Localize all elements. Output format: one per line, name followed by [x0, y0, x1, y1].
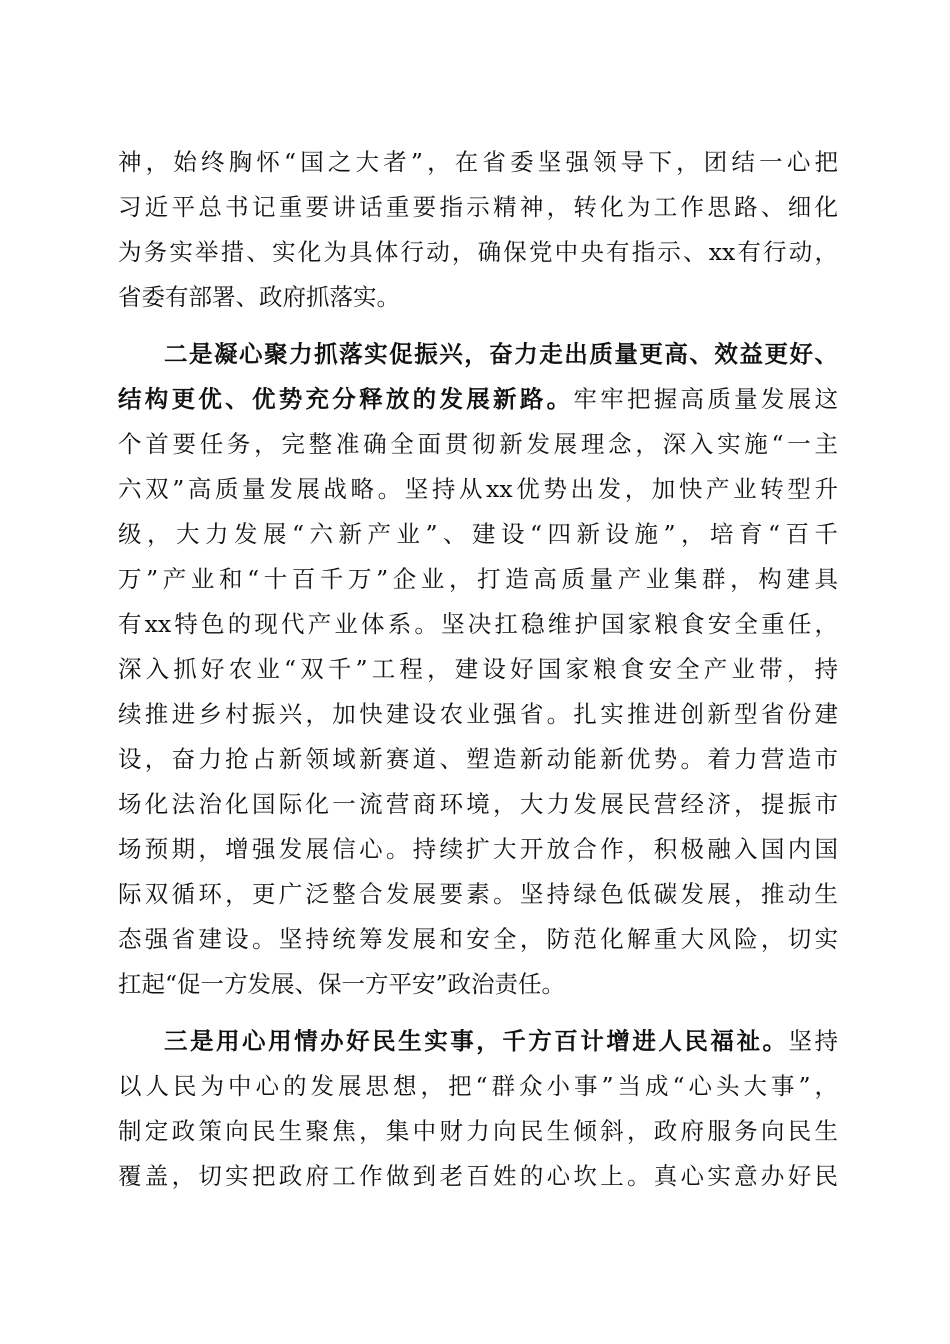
- document-page: [118, 140, 838, 1199]
- text-line: [118, 962, 838, 1007]
- text-line: [118, 647, 838, 692]
- text-line: [118, 692, 838, 737]
- body-text: 有xx特色的现代产业体系。坚决扛稳维护国家粮食安全重任，: [118, 610, 838, 638]
- body-text: 级，大力发展“六新产业”、建设“四新设施”，培育“百千: [118, 520, 838, 548]
- text-line: [118, 872, 838, 917]
- paragraph-2: [118, 332, 838, 1007]
- text-line: [118, 512, 838, 557]
- text-line: [118, 1154, 838, 1199]
- text-line: [118, 827, 838, 872]
- paragraph-3: [118, 1019, 838, 1199]
- text-line: [118, 1064, 838, 1109]
- body-text: 制定政策向民生聚焦，集中财力向民生倾斜，政府服务向民生: [118, 1117, 838, 1145]
- text-line: [118, 557, 838, 602]
- body-text: 设，奋力抢占新领域新赛道、塑造新动能新优势。着力营造市: [118, 745, 838, 773]
- body-text: 续推进乡村振兴，加快建设农业强省。扎实推进创新型省份建: [118, 700, 838, 728]
- paragraph-1: [118, 140, 838, 320]
- bold-heading-text: 三是用心用情办好民生实事，千方百计增进人民福祉。: [164, 1027, 789, 1055]
- text-line: [118, 917, 838, 962]
- body-text: 扛起“促一方发展、保一方平安”政治责任。: [118, 970, 566, 998]
- bold-heading-text: 二是凝心聚力抓落实促振兴，奋力走出质量更高、效益更好、: [164, 340, 838, 368]
- text-line: [118, 377, 838, 422]
- bold-heading-text: 结构更优、优势充分释放的发展新路。: [118, 385, 574, 413]
- text-line: 省委有部署、政府抓落实。: [118, 283, 400, 311]
- body-text: 六双”高质量发展战略。坚持从xx优势出发，加快产业转型升: [118, 475, 838, 503]
- text-line: 为务实举措、实化为具体行动，确保党中央有指示、xx有行动，: [118, 238, 838, 266]
- body-text: 际双循环，更广泛整合发展要素。坚持绿色低碳发展，推动生: [118, 880, 838, 908]
- text-line: [118, 737, 838, 782]
- body-text: 覆盖，切实把政府工作做到老百姓的心坎上。真心实意办好民: [118, 1162, 838, 1190]
- text-line: [118, 1019, 838, 1064]
- body-text: 深入抓好农业“双千”工程，建设好国家粮食安全产业带，持: [118, 655, 838, 683]
- text-line: 神，始终胸怀“国之大者”，在省委坚强领导下，团结一心把: [118, 148, 838, 176]
- body-text: 个首要任务，完整准确全面贯彻新发展理念，深入实施“一主: [118, 430, 838, 458]
- text-line: [118, 602, 838, 647]
- text-line: [118, 782, 838, 827]
- body-text: 场化法治化国际化一流营商环境，大力发展民营经济，提振市: [118, 790, 838, 818]
- body-text: 态强省建设。坚持统筹发展和安全，防范化解重大风险，切实: [118, 925, 838, 953]
- body-text: 牢牢把握高质量发展这: [573, 385, 839, 413]
- text-line: [118, 422, 838, 467]
- text-line: [118, 467, 838, 512]
- body-text: 场预期，增强发展信心。持续扩大开放合作，积极融入国内国: [118, 835, 838, 863]
- body-text: 万”产业和“十百千万”企业，打造高质量产业集群，构建具: [118, 565, 838, 593]
- body-text: 坚持: [788, 1027, 839, 1055]
- body-text: 以人民为中心的发展思想，把“群众小事”当成“心头大事”，: [118, 1072, 838, 1100]
- text-line: [118, 1109, 838, 1154]
- text-line: 习近平总书记重要讲话重要指示精神，转化为工作思路、细化: [118, 193, 838, 221]
- text-line: [118, 332, 838, 377]
